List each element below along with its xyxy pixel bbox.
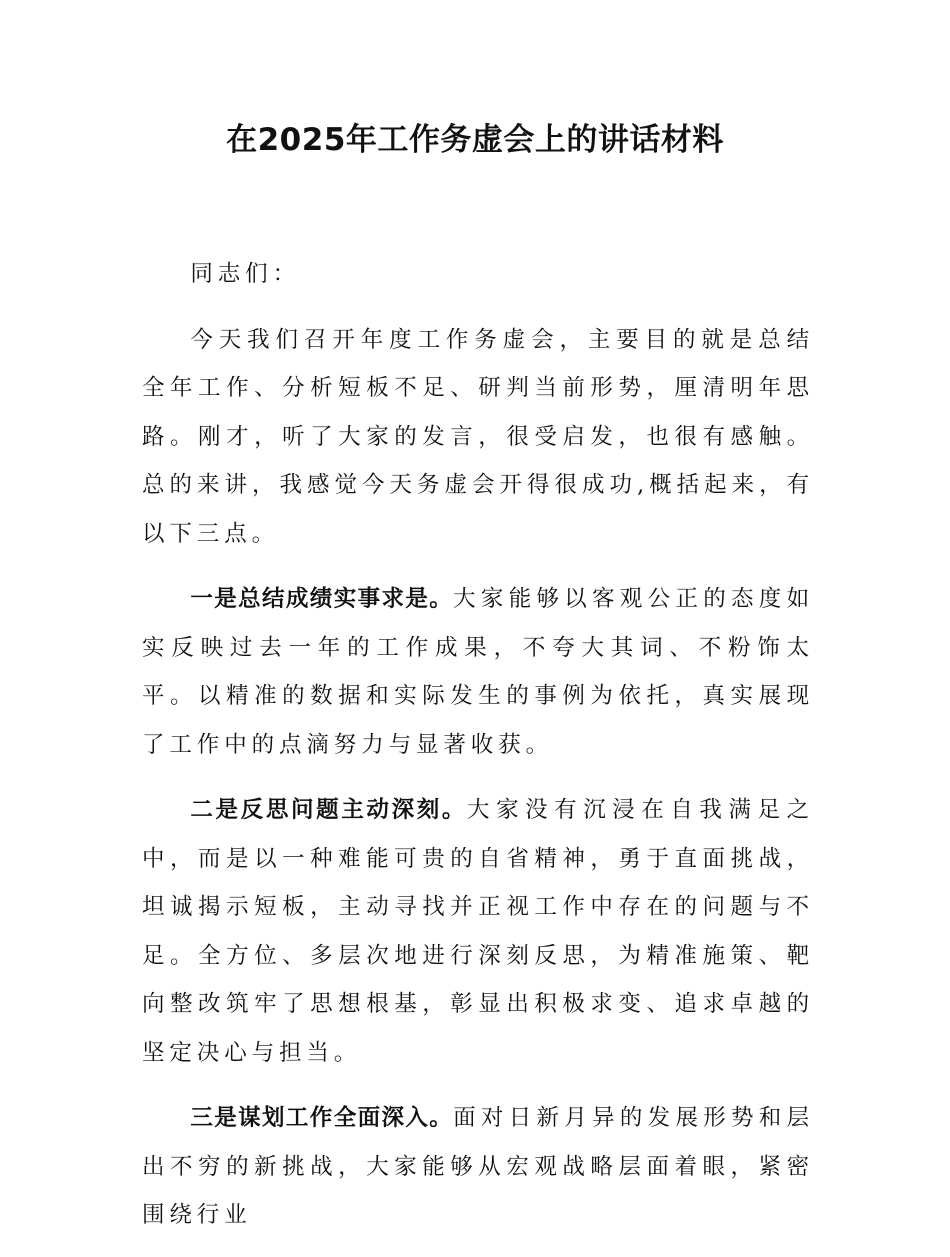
point-paragraph-2 <box>142 786 814 1077</box>
page-title: 在2025年工作务虚会上的讲话材料 <box>226 122 724 158</box>
point-text-2: 大家没有沉浸在自我满足之中，而是以一种难能可贵的自省精神，勇于直面挑战，坦诚揭示短板，主动寻找并正视工作中存在的问题与不足。全方位、多层次地进行深刻反思，为精准施策、靶向整改筑牢了思想根基，彰显出积极求变、追求卓越的坚定决心与担当。 <box>142 797 814 1066</box>
point-lead-1: 一是总结成绩实事求是。 <box>190 586 454 612</box>
point-lead-3: 三是谋划工作全面深入。 <box>190 1105 454 1131</box>
point-paragraph-3 <box>142 1094 814 1240</box>
point-lead-2: 二是反思问题主动深刻。 <box>190 797 468 823</box>
salutation: 同志们： <box>190 261 300 287</box>
document-body <box>142 250 814 1257</box>
point-text-3: 面对日新月异的发展形势和层出不穷的新挑战，大家能够从宏观战略层面着眼，紧密围绕行业 <box>142 1105 814 1228</box>
point-paragraph-1 <box>142 575 814 769</box>
intro-paragraph: 今天我们召开年度工作务虚会，主要目的就是总结全年工作、分析短板不足、研判当前形势，厘清明年思路。刚才，听了大家的发言，很受启发，也很有感触。总的来讲，我感觉今天务虚会开得很成功,概括起来，有以下三点。 <box>142 326 814 547</box>
point-text-1: 大家能够以客观公正的态度如实反映过去一年的工作成果，不夸大其词、不粉饰太平。以精准的数据和实际发生的事例为依托，真实展现了工作中的点滴努力与显著收获。 <box>142 586 814 758</box>
